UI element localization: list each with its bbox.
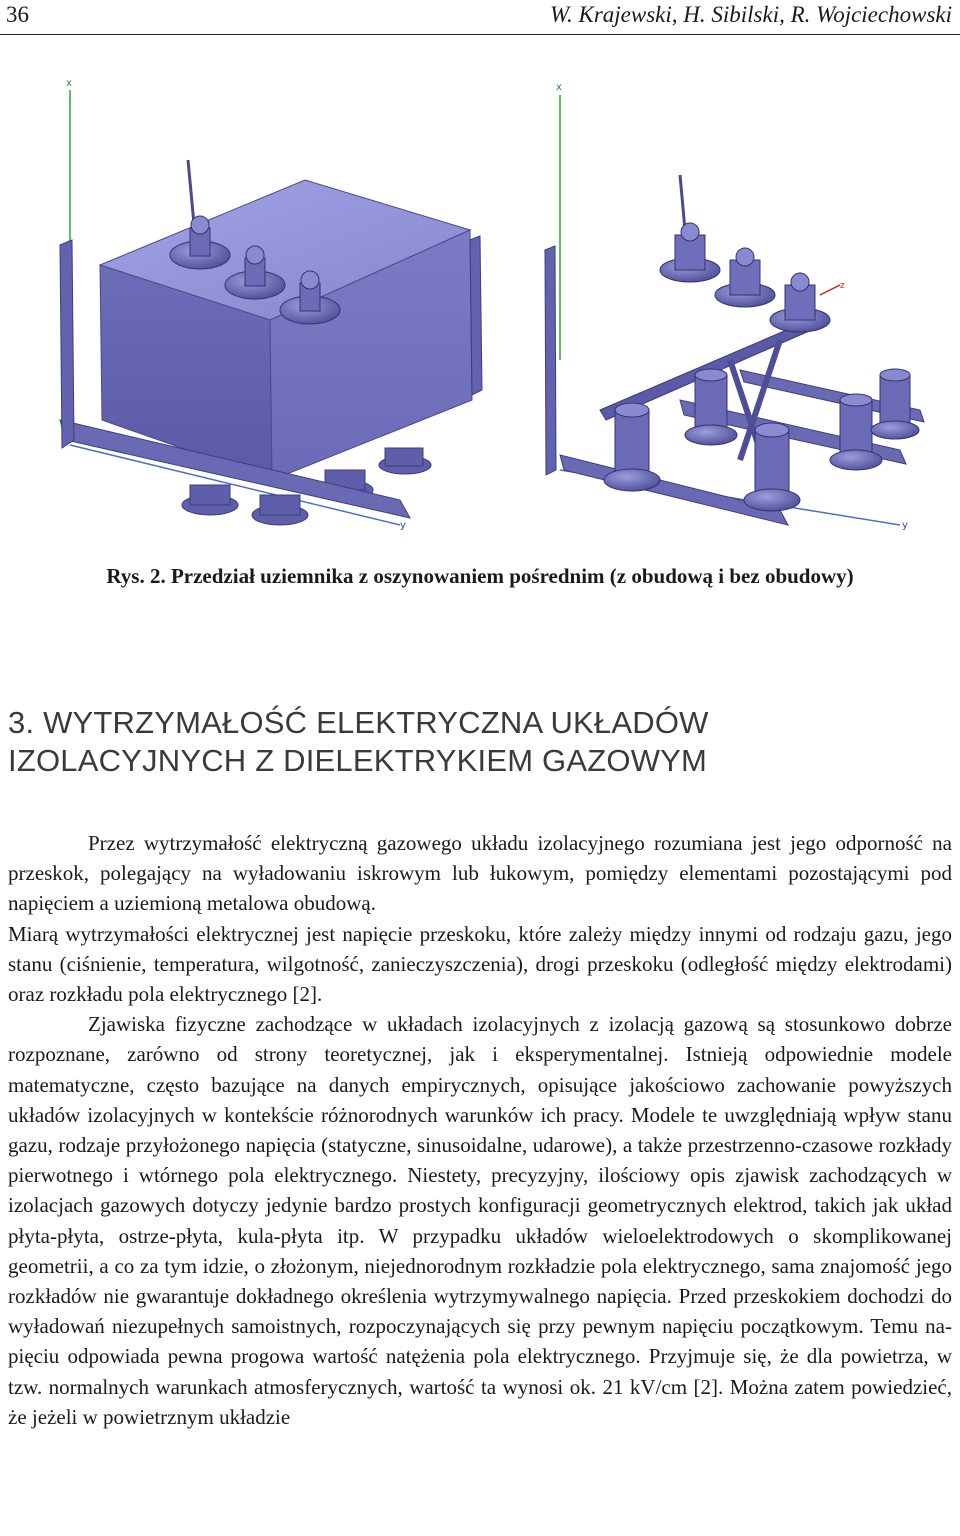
paragraph-3: Zjawiska fizyczne zachodzące w układach izolacyjnych z izolacją gazową są stosunkowo dobrze rozpoznane, zarówno od strony teoretycznej, jak i eksperymentalnej. Istnieją odpowiednie modele matematyczne, często bazujące na danych empirycznych, opisujące jakościowo zachowanie powyższych układów izolacyjnych w kontekście różnorodnych warunków ich pracy. Modele te uwzględniają wpływ stanu gazu, rodzaje przyłożonego napięcia (statyczne, sinusoidalne, udarowe), a także przestrzenno-czasowe rozkłady pierwotnego i wtórnego pola elektrycznego. Niestety, precyzyjny, ilościowy opis zjawisk zachodzących w izolacjach gazowych dotyczy jedynie bardzo prostych konfiguracji geometrycznych elektrod, takich jak układ płyta-płyta, ostrze-płyta, kula-płyta itp. W przypadku układów wieloelektrodowych o skomplikowanej geometrii, a co za tym idzie, o złożonym, niejednorodnym rozkładzie pola elektrycznego, sama znajomość jego rozkładów nie gwarantuje dokładnego określenia wytrzymywalnego napięcia. Przed przeskokiem dochodzi do wyładowań niezupełnych samoistnych, rozpoczynających się przy pewnym napięciu początkowym. Temu napięciu odpowiada pewna progowa wartość natężenia pola elektrycznego. Przyjmuje się, że dla powietrza, w tzw. normalnych warunkach atmosferycznych, wartość ta wynosi ok. 21 kV/cm [2]. Można zatem powiedzieć, że jeżeli w powietrznym układzie xyxy=(8,1012,952,1429)
right-axis-x-label: x xyxy=(556,82,562,93)
running-head-authors: W. Krajewski, H. Sibilski, R. Wojciechowski xyxy=(549,2,952,27)
section-heading xyxy=(8,704,948,780)
paragraph-2: Miarą wytrzymałości elektrycznej jest napięcie przeskoku, które zależy między innymi od rodzaju gazu, jego stanu (ciśnienie, temperatura, wilgotność, zanieczyszczenia), drogi przeskoku (odległość między elektrodami) oraz rozkładu pola elektrycznego [2]. xyxy=(8,921,952,1007)
page-header xyxy=(0,0,960,35)
figure-caption: Rys. 2. Przedział uziemnika z oszynowaniem pośrednim (z obudową i bez obudowy) xyxy=(106,564,854,588)
left-axis-x-label: x xyxy=(66,78,72,89)
section-heading-line2: IZOLACYJNYCH Z DIELEKTRYKIEM GAZOWYM xyxy=(8,742,708,778)
body-text xyxy=(8,828,952,1432)
section-heading-line1: 3. WYTRZYMAŁOŚĆ ELEKTRYCZNA UKŁADÓW xyxy=(8,705,709,740)
left-axis-y-label: y xyxy=(400,520,406,531)
page-number: 36 xyxy=(6,2,29,27)
paragraph-1: Przez wytrzymałość elektryczną gazowego układu izolacyjnego rozumiana jest jego odporność na przeskok, polegający na wyładowaniu iskrowym lub łukowym, pomiędzy elementami pozostającymi pod napięciem a uziemioną metalowa obudową. xyxy=(8,831,952,916)
cad-figure xyxy=(40,70,940,540)
right-axis-z-label: z xyxy=(840,281,845,291)
left-assembly-with-enclosure xyxy=(60,78,482,531)
right-assembly-without-enclosure xyxy=(545,82,924,531)
right-axis-y-label: y xyxy=(902,520,908,531)
